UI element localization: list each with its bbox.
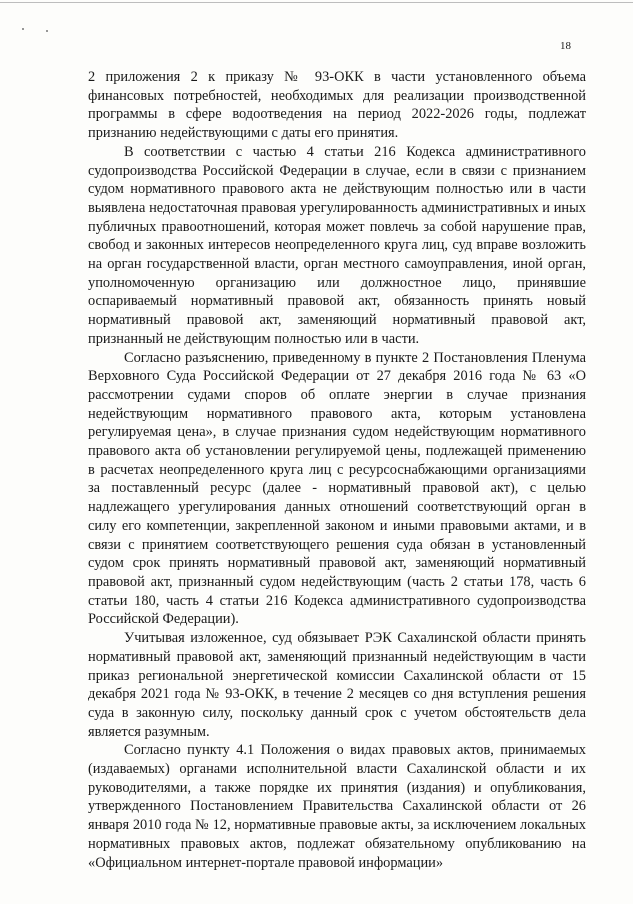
scan-speck bbox=[46, 30, 48, 32]
paragraph-plenum-explanation: Согласно разъяснению, приведенному в пункте 2 Постановления Пленума Верховного Суда Российской Федерации от 27 декабря 2016 года № 63 «О рассмотрении судами споров об оплате энергии в случае признания недействующим нормативного правового акта, которым установлена регулируемая цена», в случае признания судом недействующим нормативного правового акта об установлении регулируемой цены, подлежащей применению в расчетах неопределенного круга лиц с ресурсоснабжающими организациями за поставленный ресурс (далее - нормативный правовой акт), с целью надлежащего урегулирования данных отношений соответствующий орган в силу его компетенции, закрепленной законом и иными правовыми актами, и в связи с принятием соответствующего решения суда обязан в установленный судом срок принять нормативный правовой акт, заменяющий нормативный правовой акт, признанный судом недействующим (часть 2 статьи 178, часть 6 статьи 180, часть 4 статьи 216 Кодекса административного судопроизводства Российской Федерации). bbox=[88, 349, 586, 628]
paragraph-publication-rules: Согласно пункту 4.1 Положения о видах правовых актов, принимаемых (издаваемых) органами исполнительной власти Сахалинской области и их руководителями, а также порядке их принятия (издания) и опубликования, утвержденного Постановлением Правительства Сахалинской области от 26 января 2010 года № 12, нормативные правовые акты, за исключением локальных нормативных правовых актов, подлежат обязательному опубликованию на «Официальном интернет-портале правовой информации» bbox=[88, 742, 586, 871]
document-body bbox=[88, 68, 586, 872]
scan-top-edge bbox=[0, 2, 633, 3]
paragraph-court-obligation: Учитывая изложенное, суд обязывает РЭК Сахалинской области принять нормативный правовой акт, заменяющий признанный недействующим в части приказ региональной энергетической комиссии Сахалинской области от 15 декабря 2021 года № 93-ОКК, в течение 2 месяцев со дня вступления решения суда в законную силу, поскольку данный срок с учетом обстоятельств дела является разумным. bbox=[88, 630, 586, 740]
paragraph-article-216: В соответствии с частью 4 статьи 216 Кодекса административного судопроизводства Российской Федерации в случае, если в связи с признанием судом нормативного правового акта не действующим полностью или в части выявлена недостаточная правовая урегулированность административных и иных публичных правоотношений, которая может повлечь за собой нарушение прав, свобод и законных интересов неопределенного круга лиц, суд вправе возложить на орган государственной власти, орган местного самоуправления, иной орган, уполномоченную организацию или должностное лицо, принявшие оспариваемый нормативный правовой акт, обязанность принять новый нормативный правовой акт, заменяющий нормативный правовой акт, признанный не действующим полностью или в части. bbox=[88, 143, 586, 347]
page-number: 18 bbox=[560, 40, 571, 52]
paragraph-continuation: 2 приложения 2 к приказу № 93-ОКК в части установленного объема финансовых потребностей, необходимых для реализации производственной программы в сфере водоотведения на период 2022-2026 годы, подлежат признанию недействующими с даты его принятия. bbox=[88, 69, 586, 142]
scan-speck bbox=[22, 28, 24, 30]
